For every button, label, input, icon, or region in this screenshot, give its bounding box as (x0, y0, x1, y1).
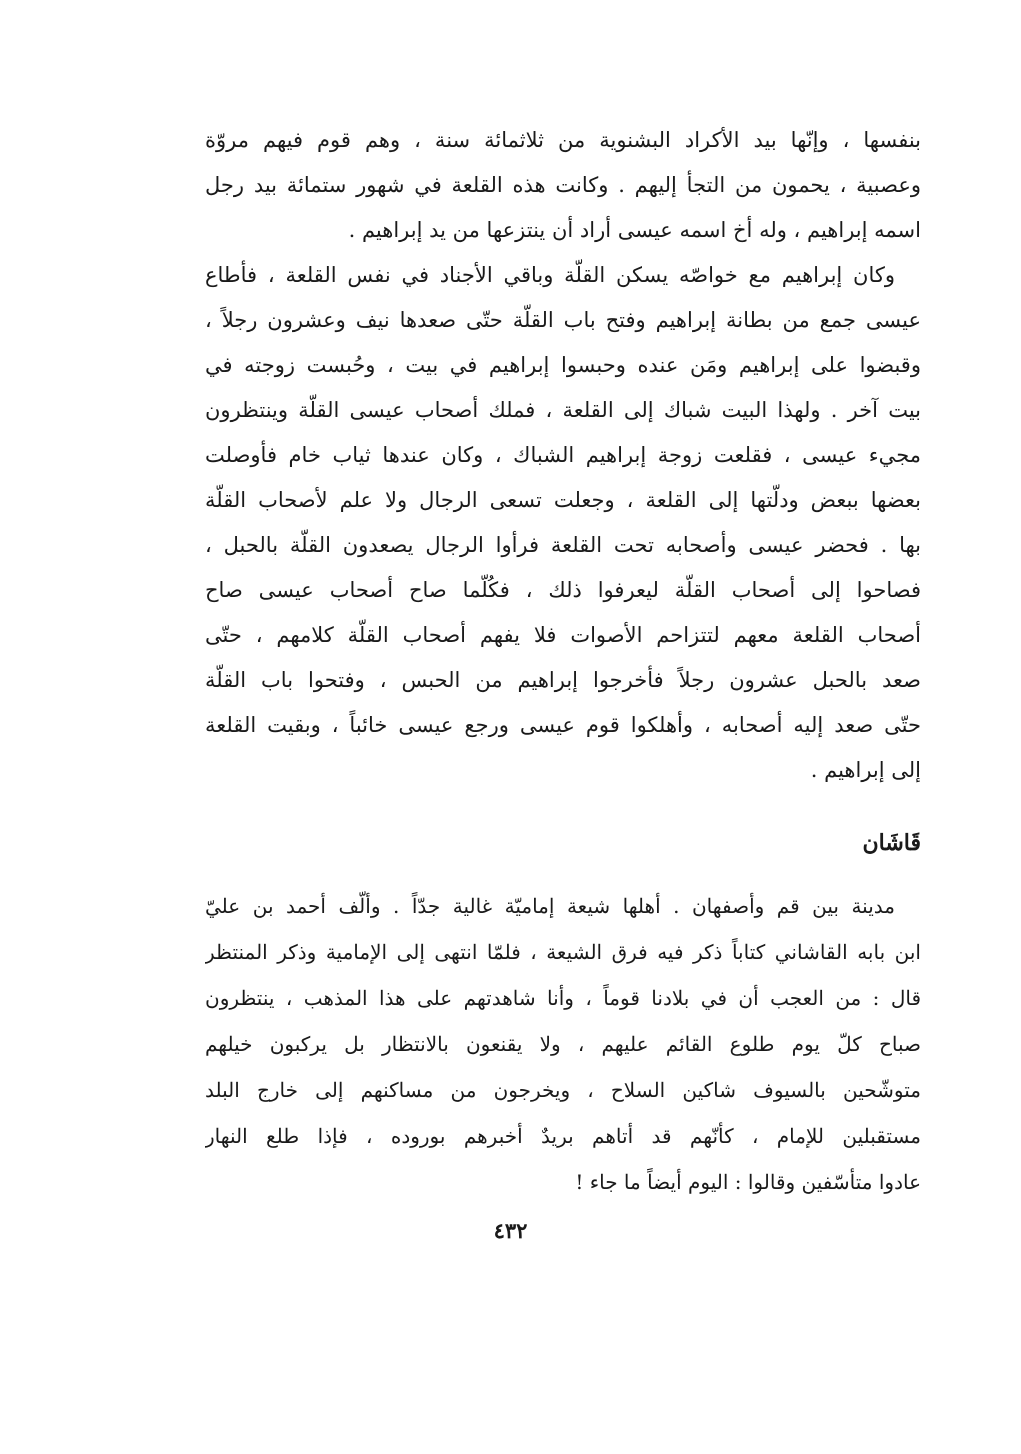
text-line: عيسى جمع من بطانة إبراهيم وفتح باب القلّة حتّى صعدها نيف وعشرون رجلاً ، (205, 308, 921, 332)
text-line: ابن بابه القاشاني كتاباً ذكر فيه فرق الشيعة ، فلمّا انتهى إلى الإمامية وذكر المنتظر (205, 940, 921, 964)
main-text-block (205, 118, 921, 793)
text-line: مجيء عيسى ، فقلعت زوجة إبراهيم الشباك ، وكان عندها ثياب خام فأوصلت (205, 443, 921, 467)
text-line: قال : من العجب أن في بلادنا قوماً ، وأنا شاهدتهم على هذا المذهب ، ينتظرون (205, 986, 921, 1010)
text-line: أصحاب القلعة معهم لتتزاحم الأصوات فلا يفهم أصحاب القلّة كلامهم ، حتّى (205, 623, 921, 647)
page-number: ٤٣٢ (493, 1218, 528, 1243)
text-line: بيت آخر . ولهذا البيت شباك إلى القلعة ، فملك أصحاب عيسى القلّة وينتظرون (205, 398, 921, 422)
text-line: إلى إبراهيم . (810, 758, 921, 782)
text-line: وكان إبراهيم مع خواصّه يسكن القلّة وباقي الأجناد في نفس القلعة ، فأطاع (205, 263, 895, 287)
text-line: بعضها ببعض ودلّتها إلى القلعة ، وجعلت تسعى الرجال ولا علم لأصحاب القلّة (205, 488, 921, 512)
section-heading: قَاشَان (862, 830, 921, 856)
text-line: حتّى صعد إليه أصحابه ، وأهلكوا قوم عيسى ورجع عيسى خائباً ، وبقيت القلعة (205, 713, 921, 737)
text-line: وقبضوا على إبراهيم ومَن عنده وحبسوا إبراهيم في بيت ، وحُبست زوجته في (205, 353, 921, 377)
text-line: صباح كلّ يوم طلوع القائم عليهم ، ولا يقنعون بالانتظار بل يركبون خيلهم (205, 1032, 921, 1056)
text-line: عادوا متأسّفين وقالوا : اليوم أيضاً ما جاء ! (575, 1170, 921, 1194)
section-text-block (205, 883, 921, 1205)
text-line: وعصبية ، يحمون من التجأ إليهم . وكانت هذه القلعة في شهور ستمائة بيد رجل (205, 173, 921, 197)
text-line: بها . فحضر عيسى وأصحابه تحت القلعة فرأوا الرجال يصعدون القلّة بالحبل ، (205, 533, 921, 557)
text-line: متوشّحين بالسيوف شاكين السلاح ، ويخرجون من مساكنهم إلى خارج البلد (205, 1078, 921, 1102)
text-line: اسمه إبراهيم ، وله أخ اسمه عيسى أراد أن ينتزعها من يد إبراهيم . (348, 218, 921, 242)
text-line: مستقبلين للإمام ، كأنّهم قد أتاهم بريدٌ أخبرهم بوروده ، فإذا طلع النهار (205, 1124, 921, 1148)
text-line: بنفسها ، وإنّها بيد الأكراد البشنوية من ثلاثمائة سنة ، وهم قوم فيهم مروّة (205, 128, 921, 152)
text-line: فصاحوا إلى أصحاب القلّة ليعرفوا ذلك ، فكُلّما صاح أصحاب عيسى صاح (205, 578, 921, 602)
text-line: صعد بالحبل عشرون رجلاً فأخرجوا إبراهيم من الحبس ، وفتحوا باب القلّة (205, 668, 921, 692)
text-line: مدينة بين قم وأصفهان . أهلها شيعة إماميّة غالية جدّاً . وألّف أحمد بن عليّ (205, 894, 895, 918)
